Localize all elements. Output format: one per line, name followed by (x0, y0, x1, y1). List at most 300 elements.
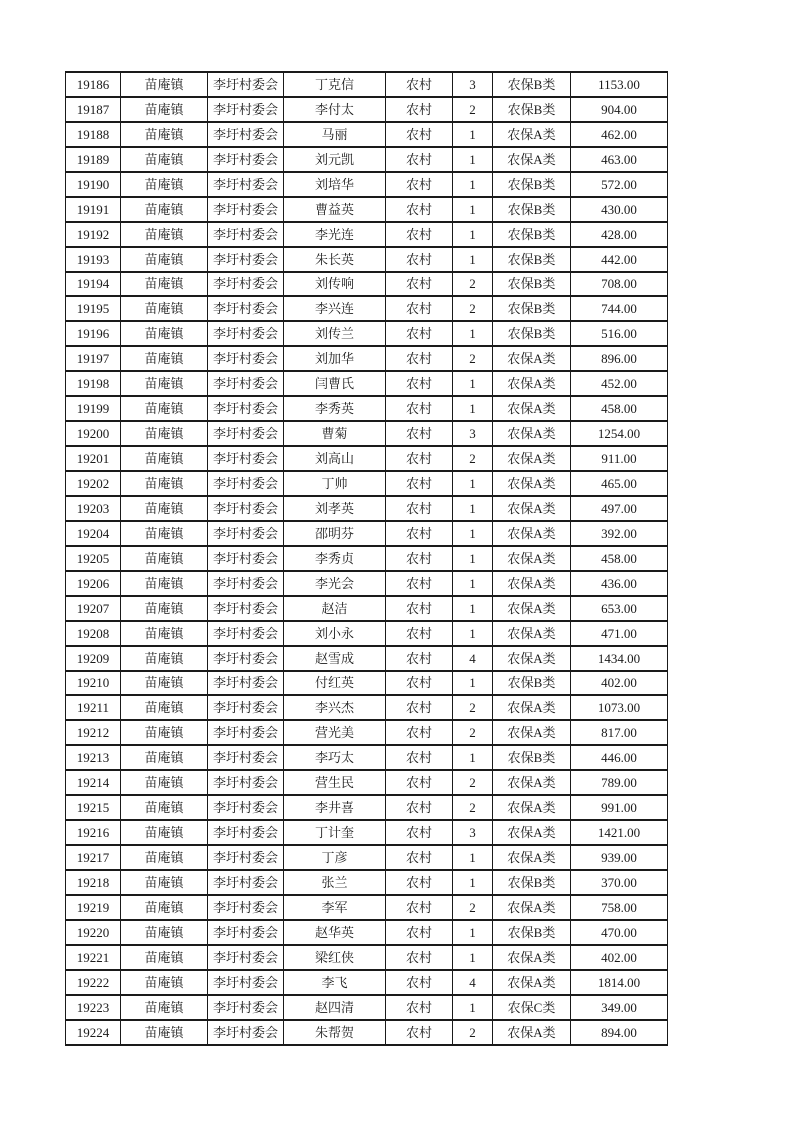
cell-amount: 458.00 (571, 396, 668, 421)
cell-insurance-category: 农保A类 (493, 845, 571, 870)
cell-insurance-category: 农保A类 (493, 820, 571, 845)
cell-residence-type: 农村 (386, 346, 453, 371)
cell-amount: 392.00 (571, 521, 668, 546)
cell-amount: 471.00 (571, 621, 668, 646)
cell-person-name: 刘元凯 (284, 147, 386, 172)
cell-record-id: 19204 (66, 521, 121, 546)
cell-record-id: 19209 (66, 646, 121, 671)
table-row (66, 122, 668, 147)
cell-town: 苗庵镇 (121, 970, 208, 995)
cell-insurance-category: 农保A类 (493, 496, 571, 521)
cell-town: 苗庵镇 (121, 1020, 208, 1045)
cell-town: 苗庵镇 (121, 471, 208, 496)
cell-residence-type: 农村 (386, 970, 453, 995)
cell-town: 苗庵镇 (121, 695, 208, 720)
cell-village-committee: 李圩村委会 (208, 820, 284, 845)
cell-residence-type: 农村 (386, 247, 453, 272)
cell-insurance-category: 农保B类 (493, 321, 571, 346)
cell-person-name: 李军 (284, 895, 386, 920)
cell-village-committee: 李圩村委会 (208, 496, 284, 521)
cell-amount: 470.00 (571, 920, 668, 945)
cell-residence-type: 农村 (386, 945, 453, 970)
cell-person-name: 刘传兰 (284, 321, 386, 346)
cell-residence-type: 农村 (386, 671, 453, 696)
cell-insurance-category: 农保A类 (493, 446, 571, 471)
cell-village-committee: 李圩村委会 (208, 845, 284, 870)
cell-amount: 442.00 (571, 247, 668, 272)
cell-insurance-category: 农保A类 (493, 621, 571, 646)
cell-town: 苗庵镇 (121, 247, 208, 272)
table-row (66, 646, 668, 671)
cell-person-count: 1 (453, 396, 493, 421)
cell-person-count: 2 (453, 770, 493, 795)
cell-record-id: 19223 (66, 995, 121, 1020)
cell-village-committee: 李圩村委会 (208, 446, 284, 471)
cell-village-committee: 李圩村委会 (208, 546, 284, 571)
cell-amount: 402.00 (571, 945, 668, 970)
table-row (66, 571, 668, 596)
table-row (66, 720, 668, 745)
cell-amount: 991.00 (571, 795, 668, 820)
cell-insurance-category: 农保A类 (493, 720, 571, 745)
cell-town: 苗庵镇 (121, 97, 208, 122)
cell-village-committee: 李圩村委会 (208, 571, 284, 596)
cell-person-name: 刘高山 (284, 446, 386, 471)
table-row (66, 421, 668, 446)
cell-person-name: 丁克信 (284, 72, 386, 97)
cell-record-id: 19214 (66, 770, 121, 795)
cell-village-committee: 李圩村委会 (208, 172, 284, 197)
cell-person-count: 4 (453, 970, 493, 995)
cell-person-count: 1 (453, 870, 493, 895)
cell-insurance-category: 农保B类 (493, 272, 571, 297)
cell-amount: 904.00 (571, 97, 668, 122)
cell-residence-type: 农村 (386, 122, 453, 147)
cell-record-id: 19222 (66, 970, 121, 995)
cell-record-id: 19189 (66, 147, 121, 172)
cell-insurance-category: 农保A类 (493, 945, 571, 970)
cell-residence-type: 农村 (386, 770, 453, 795)
table-row (66, 671, 668, 696)
cell-person-name: 刘小永 (284, 621, 386, 646)
cell-village-committee: 李圩村委会 (208, 72, 284, 97)
cell-person-count: 1 (453, 371, 493, 396)
cell-insurance-category: 农保B类 (493, 197, 571, 222)
cell-town: 苗庵镇 (121, 770, 208, 795)
cell-person-count: 1 (453, 546, 493, 571)
cell-person-count: 1 (453, 945, 493, 970)
cell-village-committee: 李圩村委会 (208, 122, 284, 147)
table-row (66, 247, 668, 272)
cell-person-count: 2 (453, 895, 493, 920)
cell-village-committee: 李圩村委会 (208, 920, 284, 945)
cell-amount: 896.00 (571, 346, 668, 371)
cell-town: 苗庵镇 (121, 795, 208, 820)
cell-village-committee: 李圩村委会 (208, 97, 284, 122)
cell-record-id: 19194 (66, 272, 121, 297)
cell-amount: 708.00 (571, 272, 668, 297)
cell-amount: 572.00 (571, 172, 668, 197)
cell-town: 苗庵镇 (121, 720, 208, 745)
cell-residence-type: 农村 (386, 646, 453, 671)
cell-residence-type: 农村 (386, 172, 453, 197)
cell-person-count: 1 (453, 920, 493, 945)
cell-record-id: 19192 (66, 222, 121, 247)
cell-residence-type: 农村 (386, 596, 453, 621)
cell-record-id: 19207 (66, 596, 121, 621)
cell-person-name: 李兴杰 (284, 695, 386, 720)
cell-record-id: 19220 (66, 920, 121, 945)
cell-village-committee: 李圩村委会 (208, 995, 284, 1020)
cell-insurance-category: 农保A类 (493, 147, 571, 172)
cell-village-committee: 李圩村委会 (208, 222, 284, 247)
cell-residence-type: 农村 (386, 621, 453, 646)
cell-record-id: 19203 (66, 496, 121, 521)
cell-residence-type: 农村 (386, 845, 453, 870)
cell-insurance-category: 农保B类 (493, 870, 571, 895)
cell-amount: 436.00 (571, 571, 668, 596)
table-row (66, 596, 668, 621)
cell-residence-type: 农村 (386, 1020, 453, 1045)
cell-residence-type: 农村 (386, 197, 453, 222)
table-row (66, 272, 668, 297)
cell-amount: 463.00 (571, 147, 668, 172)
cell-insurance-category: 农保A类 (493, 795, 571, 820)
cell-person-count: 1 (453, 671, 493, 696)
cell-person-name: 李秀英 (284, 396, 386, 421)
cell-amount: 402.00 (571, 671, 668, 696)
cell-residence-type: 农村 (386, 795, 453, 820)
cell-residence-type: 农村 (386, 995, 453, 1020)
cell-person-name: 赵雪成 (284, 646, 386, 671)
table-row (66, 296, 668, 321)
cell-person-count: 3 (453, 421, 493, 446)
cell-town: 苗庵镇 (121, 596, 208, 621)
cell-residence-type: 农村 (386, 695, 453, 720)
cell-residence-type: 农村 (386, 371, 453, 396)
cell-town: 苗庵镇 (121, 72, 208, 97)
cell-insurance-category: 农保B类 (493, 920, 571, 945)
cell-village-committee: 李圩村委会 (208, 421, 284, 446)
cell-residence-type: 农村 (386, 222, 453, 247)
cell-town: 苗庵镇 (121, 895, 208, 920)
table-row (66, 770, 668, 795)
cell-record-id: 19187 (66, 97, 121, 122)
cell-person-count: 2 (453, 97, 493, 122)
cell-record-id: 19191 (66, 197, 121, 222)
cell-amount: 465.00 (571, 471, 668, 496)
cell-town: 苗庵镇 (121, 920, 208, 945)
cell-village-committee: 李圩村委会 (208, 745, 284, 770)
cell-person-count: 2 (453, 720, 493, 745)
cell-amount: 1254.00 (571, 421, 668, 446)
cell-person-name: 朱帮贺 (284, 1020, 386, 1045)
cell-amount: 744.00 (571, 296, 668, 321)
cell-person-name: 李光会 (284, 571, 386, 596)
cell-village-committee: 李圩村委会 (208, 720, 284, 745)
cell-person-name: 李光连 (284, 222, 386, 247)
table-row (66, 995, 668, 1020)
cell-village-committee: 李圩村委会 (208, 521, 284, 546)
cell-record-id: 19217 (66, 845, 121, 870)
cell-insurance-category: 农保A类 (493, 571, 571, 596)
cell-insurance-category: 农保B类 (493, 296, 571, 321)
cell-record-id: 19202 (66, 471, 121, 496)
cell-insurance-category: 农保A类 (493, 122, 571, 147)
cell-person-name: 丁彦 (284, 845, 386, 870)
cell-town: 苗庵镇 (121, 421, 208, 446)
cell-residence-type: 农村 (386, 72, 453, 97)
cell-person-count: 1 (453, 471, 493, 496)
cell-village-committee: 李圩村委会 (208, 197, 284, 222)
table-row (66, 172, 668, 197)
cell-amount: 817.00 (571, 720, 668, 745)
cell-town: 苗庵镇 (121, 321, 208, 346)
cell-insurance-category: 农保A类 (493, 546, 571, 571)
cell-residence-type: 农村 (386, 446, 453, 471)
cell-person-count: 1 (453, 571, 493, 596)
cell-person-name: 营生民 (284, 770, 386, 795)
cell-town: 苗庵镇 (121, 845, 208, 870)
cell-record-id: 19210 (66, 671, 121, 696)
cell-residence-type: 农村 (386, 272, 453, 297)
cell-town: 苗庵镇 (121, 396, 208, 421)
cell-town: 苗庵镇 (121, 546, 208, 571)
table-row (66, 870, 668, 895)
cell-village-committee: 李圩村委会 (208, 646, 284, 671)
cell-town: 苗庵镇 (121, 496, 208, 521)
cell-town: 苗庵镇 (121, 820, 208, 845)
cell-person-name: 刘培华 (284, 172, 386, 197)
cell-amount: 911.00 (571, 446, 668, 471)
cell-town: 苗庵镇 (121, 147, 208, 172)
cell-amount: 458.00 (571, 546, 668, 571)
cell-record-id: 19206 (66, 571, 121, 596)
cell-insurance-category: 农保A类 (493, 471, 571, 496)
cell-insurance-category: 农保A类 (493, 970, 571, 995)
cell-person-name: 李巧太 (284, 745, 386, 770)
cell-person-name: 马丽 (284, 122, 386, 147)
cell-person-name: 营光美 (284, 720, 386, 745)
cell-amount: 1153.00 (571, 72, 668, 97)
table-row (66, 346, 668, 371)
cell-record-id: 19219 (66, 895, 121, 920)
cell-record-id: 19193 (66, 247, 121, 272)
cell-person-name: 闫曹氏 (284, 371, 386, 396)
cell-amount: 452.00 (571, 371, 668, 396)
cell-town: 苗庵镇 (121, 745, 208, 770)
cell-village-committee: 李圩村委会 (208, 870, 284, 895)
cell-town: 苗庵镇 (121, 446, 208, 471)
cell-insurance-category: 农保A类 (493, 895, 571, 920)
cell-person-name: 张兰 (284, 870, 386, 895)
cell-residence-type: 农村 (386, 97, 453, 122)
cell-residence-type: 农村 (386, 920, 453, 945)
cell-amount: 1814.00 (571, 970, 668, 995)
table-row (66, 471, 668, 496)
cell-record-id: 19186 (66, 72, 121, 97)
cell-person-name: 李井喜 (284, 795, 386, 820)
cell-village-committee: 李圩村委会 (208, 970, 284, 995)
cell-village-committee: 李圩村委会 (208, 147, 284, 172)
cell-record-id: 19221 (66, 945, 121, 970)
cell-village-committee: 李圩村委会 (208, 596, 284, 621)
cell-person-name: 李兴连 (284, 296, 386, 321)
cell-insurance-category: 农保B类 (493, 97, 571, 122)
cell-insurance-category: 农保B类 (493, 72, 571, 97)
cell-town: 苗庵镇 (121, 521, 208, 546)
cell-town: 苗庵镇 (121, 995, 208, 1020)
benefit-table (65, 71, 668, 1046)
cell-insurance-category: 农保A类 (493, 695, 571, 720)
cell-residence-type: 农村 (386, 870, 453, 895)
cell-person-name: 刘传响 (284, 272, 386, 297)
cell-village-committee: 李圩村委会 (208, 1020, 284, 1045)
table-row (66, 446, 668, 471)
cell-amount: 428.00 (571, 222, 668, 247)
table-row (66, 970, 668, 995)
cell-insurance-category: 农保B类 (493, 172, 571, 197)
table-row (66, 621, 668, 646)
cell-record-id: 19208 (66, 621, 121, 646)
cell-person-count: 1 (453, 197, 493, 222)
cell-person-count: 1 (453, 596, 493, 621)
cell-village-committee: 李圩村委会 (208, 321, 284, 346)
table-row (66, 920, 668, 945)
cell-town: 苗庵镇 (121, 197, 208, 222)
table-row (66, 396, 668, 421)
cell-record-id: 19211 (66, 695, 121, 720)
cell-town: 苗庵镇 (121, 945, 208, 970)
cell-village-committee: 李圩村委会 (208, 621, 284, 646)
cell-insurance-category: 农保B类 (493, 247, 571, 272)
cell-amount: 939.00 (571, 845, 668, 870)
cell-person-name: 刘加华 (284, 346, 386, 371)
table-row (66, 695, 668, 720)
cell-record-id: 19199 (66, 396, 121, 421)
table-row (66, 521, 668, 546)
cell-person-count: 1 (453, 172, 493, 197)
cell-amount: 653.00 (571, 596, 668, 621)
cell-village-committee: 李圩村委会 (208, 471, 284, 496)
cell-insurance-category: 农保A类 (493, 596, 571, 621)
cell-record-id: 19196 (66, 321, 121, 346)
cell-town: 苗庵镇 (121, 646, 208, 671)
cell-village-committee: 李圩村委会 (208, 770, 284, 795)
cell-person-name: 朱长英 (284, 247, 386, 272)
cell-amount: 894.00 (571, 1020, 668, 1045)
cell-residence-type: 农村 (386, 546, 453, 571)
cell-person-count: 1 (453, 222, 493, 247)
cell-town: 苗庵镇 (121, 346, 208, 371)
cell-village-committee: 李圩村委会 (208, 396, 284, 421)
cell-amount: 497.00 (571, 496, 668, 521)
cell-person-count: 1 (453, 247, 493, 272)
cell-residence-type: 农村 (386, 745, 453, 770)
cell-insurance-category: 农保A类 (493, 371, 571, 396)
cell-residence-type: 农村 (386, 521, 453, 546)
cell-record-id: 19198 (66, 371, 121, 396)
cell-residence-type: 农村 (386, 820, 453, 845)
cell-person-count: 1 (453, 321, 493, 346)
table-row (66, 222, 668, 247)
cell-amount: 462.00 (571, 122, 668, 147)
cell-residence-type: 农村 (386, 496, 453, 521)
cell-person-name: 赵四清 (284, 995, 386, 1020)
cell-record-id: 19188 (66, 122, 121, 147)
cell-person-name: 曹益英 (284, 197, 386, 222)
cell-town: 苗庵镇 (121, 296, 208, 321)
cell-person-name: 曹菊 (284, 421, 386, 446)
table-row (66, 371, 668, 396)
table-row (66, 496, 668, 521)
cell-village-committee: 李圩村委会 (208, 945, 284, 970)
cell-amount: 1073.00 (571, 695, 668, 720)
cell-person-count: 2 (453, 695, 493, 720)
cell-person-count: 2 (453, 346, 493, 371)
table-row (66, 197, 668, 222)
cell-insurance-category: 农保B类 (493, 222, 571, 247)
cell-residence-type: 农村 (386, 471, 453, 496)
cell-person-count: 1 (453, 621, 493, 646)
cell-village-committee: 李圩村委会 (208, 346, 284, 371)
cell-record-id: 19205 (66, 546, 121, 571)
cell-person-name: 李秀贞 (284, 546, 386, 571)
cell-insurance-category: 农保B类 (493, 671, 571, 696)
cell-person-count: 3 (453, 72, 493, 97)
cell-residence-type: 农村 (386, 147, 453, 172)
cell-record-id: 19195 (66, 296, 121, 321)
cell-amount: 516.00 (571, 321, 668, 346)
cell-residence-type: 农村 (386, 421, 453, 446)
table-row (66, 945, 668, 970)
cell-person-count: 4 (453, 646, 493, 671)
cell-record-id: 19218 (66, 870, 121, 895)
cell-town: 苗庵镇 (121, 272, 208, 297)
cell-person-count: 1 (453, 496, 493, 521)
cell-person-name: 梁红侠 (284, 945, 386, 970)
cell-record-id: 19215 (66, 795, 121, 820)
cell-person-name: 刘孝英 (284, 496, 386, 521)
cell-person-count: 2 (453, 272, 493, 297)
cell-amount: 370.00 (571, 870, 668, 895)
cell-insurance-category: 农保B类 (493, 745, 571, 770)
cell-record-id: 19213 (66, 745, 121, 770)
cell-record-id: 19197 (66, 346, 121, 371)
cell-village-committee: 李圩村委会 (208, 895, 284, 920)
table-row (66, 895, 668, 920)
table-row (66, 546, 668, 571)
cell-village-committee: 李圩村委会 (208, 371, 284, 396)
table-row (66, 745, 668, 770)
cell-record-id: 19212 (66, 720, 121, 745)
cell-person-count: 1 (453, 845, 493, 870)
cell-insurance-category: 农保A类 (493, 646, 571, 671)
table-row (66, 97, 668, 122)
cell-town: 苗庵镇 (121, 222, 208, 247)
cell-amount: 789.00 (571, 770, 668, 795)
cell-record-id: 19200 (66, 421, 121, 446)
cell-person-count: 2 (453, 296, 493, 321)
cell-amount: 349.00 (571, 995, 668, 1020)
cell-insurance-category: 农保A类 (493, 770, 571, 795)
cell-village-committee: 李圩村委会 (208, 272, 284, 297)
cell-residence-type: 农村 (386, 895, 453, 920)
cell-amount: 758.00 (571, 895, 668, 920)
cell-person-name: 李付太 (284, 97, 386, 122)
cell-person-name: 丁帅 (284, 471, 386, 496)
cell-person-name: 邵明芬 (284, 521, 386, 546)
